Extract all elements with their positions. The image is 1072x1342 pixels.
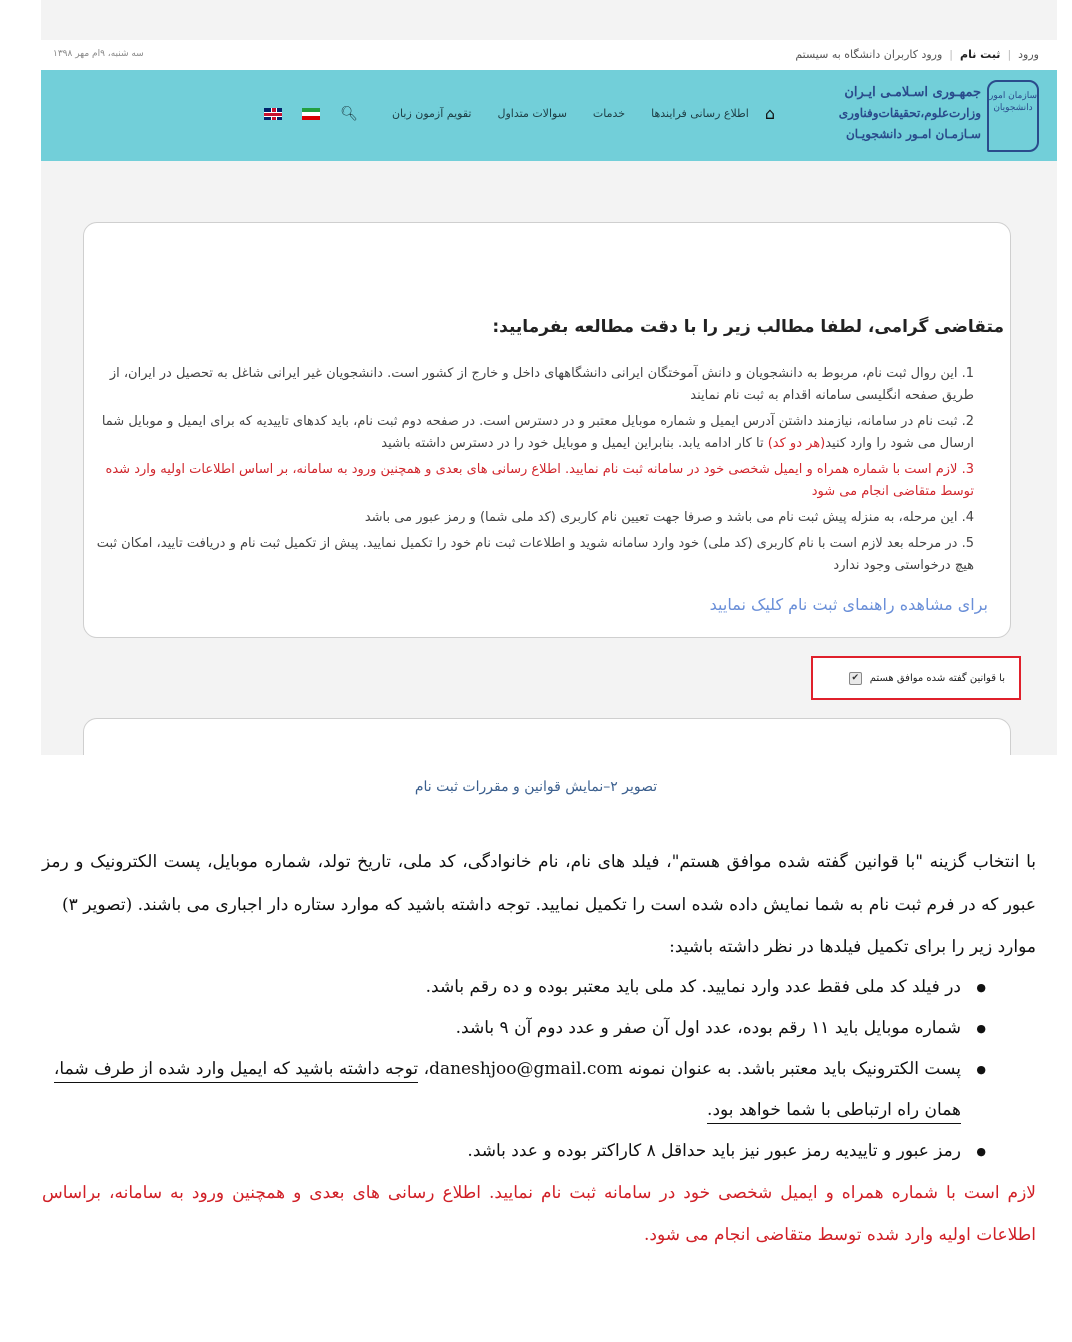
nav-item-language-exam-calendar[interactable]: تقویم آزمون زبان xyxy=(391,107,472,120)
account-links xyxy=(791,48,1043,61)
separator: | xyxy=(1007,48,1012,61)
english-flag-icon[interactable] xyxy=(264,108,282,120)
main-nav xyxy=(244,104,775,123)
top-bar xyxy=(41,40,1057,70)
rules-list xyxy=(94,363,974,581)
register-link[interactable]: ثبت نام xyxy=(960,48,1001,61)
persian-flag-icon[interactable] xyxy=(302,108,320,120)
registration-form-card xyxy=(83,718,1011,755)
registration-screenshot xyxy=(41,0,1057,755)
rules-card xyxy=(83,222,1011,638)
logo-line-1: جمهـوری اسـلامـی ایـران xyxy=(844,85,981,100)
logo-line-3: سـازمـان امـور دانشجویـان xyxy=(845,127,981,141)
separator: | xyxy=(949,48,954,61)
fields-intro: موارد زیر را برای تکمیل فیلدها در نظر داشته باشید: xyxy=(669,937,1036,957)
email-rule-text: پست الکترونیک باید معتبر باشد. به عنوان نمونه daneshjoo@gmail.com، xyxy=(418,1059,961,1079)
list-item xyxy=(42,1049,961,1131)
logo-line-2: وزارت‌علوم،تحقیقات‌وفناوری xyxy=(838,106,981,120)
intro-paragraph: با انتخاب گزینه "با قوانین گفته شده موافق هستم"، فیلد های نام، نام خانوادگی، کد ملی، تاریخ تولد، شماره موبایل، پست الکترونیک و رمز عبور که در فرم ثبت نام به شما نمایش داده شده است را تکمیل نمایید. توجه داشته باشید که موارد ستاره دار اجباری می باشند. (تصویر ۳) xyxy=(42,852,1036,915)
figure-caption: تصویر ۲–نمایش قوانین و مقررات ثبت نام xyxy=(414,779,658,795)
document-body xyxy=(42,841,1036,1256)
nav-item-faq[interactable]: سوالات متداول xyxy=(497,107,567,120)
registration-guide-link[interactable]: برای مشاهده راهنمای ثبت نام کلیک نمایید xyxy=(709,595,988,614)
rule-2-text-end: تا کار ادامه یابد. بنابراین ایمیل و موبایل خود را در دسترس داشته باشید xyxy=(381,436,768,451)
email-rule-underlined: توجه داشته باشید که ایمیل وارد شده از طرف شما، همان راه ارتباطی با شما خواهد بود. xyxy=(54,1059,961,1124)
rule-2-highlight: (هر دو کد) xyxy=(767,436,826,451)
home-icon[interactable]: ⌂ xyxy=(764,104,775,123)
nav-item-processes[interactable]: اطلاع رسانی فرایندها xyxy=(651,107,749,120)
list-item: ● شماره موبایل باید ۱۱ رقم بوده، عدد اول آن صفر و عدد دوم آن ۹ باشد. xyxy=(42,1008,961,1049)
login-link[interactable]: ورود xyxy=(1018,48,1039,61)
current-date: سه شنبه، ۹ام مهر ۱۳۹۸ xyxy=(53,49,144,59)
university-login-link[interactable]: ورود کاربران دانشگاه به سیستم xyxy=(795,48,943,61)
nav-item-services[interactable]: خدمات xyxy=(592,107,626,120)
search-icon[interactable]: 🔍︎ xyxy=(340,105,358,122)
agree-terms-checkbox[interactable]: ✔ xyxy=(849,672,862,685)
rule-item: 5. در مرحله بعد لازم است با نام کاربری (کد ملی) خود وارد سامانه شوید و اطلاعات ثبت نام خود را تکمیل نمایید. پیش از تکمیل ثبت نام و دریافت تایید، امکان ثبت هیچ درخواستی وجود ندارد xyxy=(96,536,974,573)
organization-name xyxy=(839,82,981,145)
important-note: لازم است با شماره همراه و ایمیل شخصی خود در سامانه ثبت نام نمایید. اطلاع رسانی های بعدی و همچنین ورود به سامانه، براساس اطلاعات اولیه وارد شده توسط متقاضی انجام می شود. xyxy=(42,1183,1036,1245)
logo-emblem-text: سازمان امور دانشجویان xyxy=(989,91,1037,113)
agree-terms-row[interactable] xyxy=(849,672,1005,685)
site-header xyxy=(41,70,1057,161)
rule-2-text: 2. ثبت نام در سامانه، نیازمند داشتن آدرس ایمیل و شماره موبایل معتبر و در دسترس است. در صفحه دوم ثبت نام، باید کدهای تاییدیه که برای ایمیل و موبایل شما ارسال می شود را وارد کنید xyxy=(101,414,974,451)
agree-terms-highlight xyxy=(811,656,1021,700)
field-rules-list xyxy=(42,967,1036,1172)
rule-item xyxy=(94,411,974,455)
agree-terms-label: با قوانین گفته شده موافق هستم xyxy=(869,673,1005,684)
rules-title: متقاضی گرامی، لطفا مطالب زیر را با دقت مطالعه بفرمایید: xyxy=(492,317,1004,337)
organization-logo-emblem xyxy=(987,80,1039,152)
rule-item-important: 3. لازم است با شماره همراه و ایمیل شخصی خود در سامانه ثبت نام نمایید. اطلاع رسانی های بعدی و همچنین ورود به سامانه، بر اساس اطلاعات اولیه وارد شده توسط متقاضی انجام می شود xyxy=(105,462,974,499)
list-item: ● رمز عبور و تاییدیه رمز عبور نیز باید حداقل ۸ کاراکتر بوده و عدد باشد. xyxy=(42,1131,961,1172)
list-item: ● در فیلد کد ملی فقط عدد وارد نمایید. کد ملی باید معتبر بوده و ده رقم باشد. xyxy=(42,967,961,1008)
rule-item: 1. این روال ثبت نام، مربوط به دانشجویان و دانش آموختگان ایرانی دانشگاههای داخل و خارج از کشور است. دانشجویان غیر ایرانی شاغل به تحصیل در ایران، از طریق صفحه انگلیسی سامانه اقدام به ثبت نام نمایند xyxy=(109,366,974,403)
rule-item: 4. این مرحله، به منزله پیش ثبت نام می باشد و صرفا جهت تعیین نام کاربری (کد ملی شما) و رمز عبور می باشد xyxy=(364,510,974,525)
